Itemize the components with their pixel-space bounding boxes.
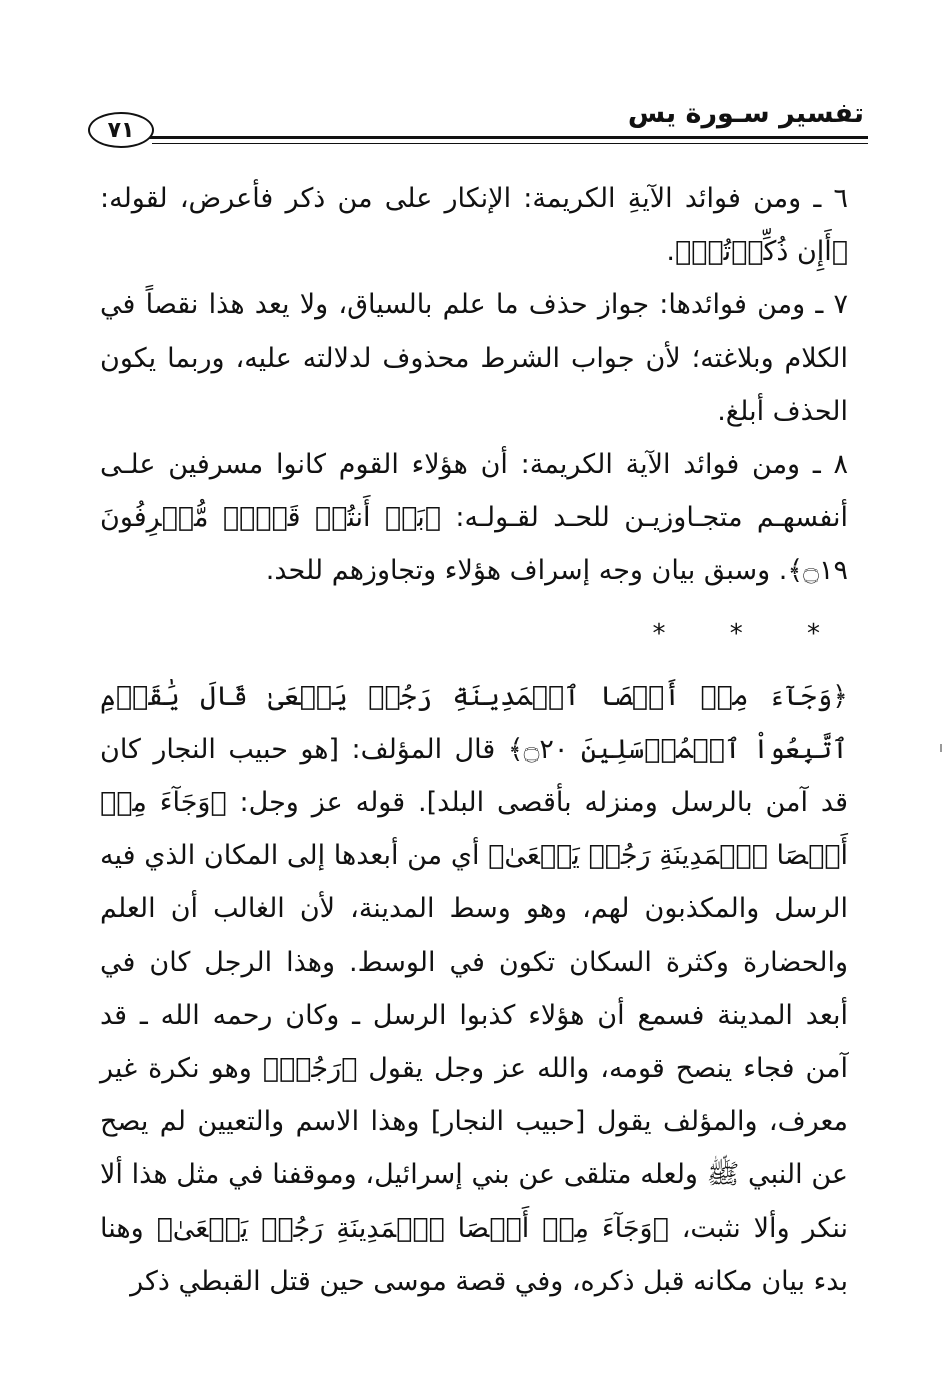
- quran-quote: ﴿وَجَآءَ مِنۡ أَقۡصَا ٱلۡمَدِينَةِ رَجُلٞ يَسۡعَىٰ﴾: [100, 787, 848, 872]
- paragraph-text: قال المؤلف: [هو حبيب النجار كان قد آمن بالرسل ومنزله بأقصى البلد]. قوله عز وجل:: [100, 733, 848, 819]
- paragraph-text: أي من أبعدها إلى المكان الذي فيه الرسل والمكذبون لهم، وهو وسط المدينة، لأن الغالب أن العلم والحضارة وكثرة السكان تكون في الوسط. وهذا الرجل كان في أبعد المدينة فسمع أن هؤلاء كذبوا الرسل ـ وكان رحمه الله ـ قد آمن فجاء ينصح قومه، والله عز وجل يقول: [100, 840, 848, 1085]
- header-rule-thin: [152, 143, 868, 144]
- paragraph-text: ٨ ـ ومن فوائد الآية الكريمة: أن هؤلاء القوم كانوا مسرفين علـى أنفسهـم متجـاوزيـن للحـد لقـولـه:: [100, 449, 848, 534]
- header-rule-thick: [148, 136, 868, 139]
- paragraph-benefit-8: [100, 438, 848, 598]
- running-title: تفسير سـورة يس: [627, 98, 864, 129]
- paragraph-text: وهو نكرة غير معرف، والمؤلف يقول [حبيب النجار] وهذا الاسم والتعيين لم يصح عن النبي ﷺ ولعله متلقى عن بني إسرائيل، وموقفنا في مثل هذا ألا ننكر وألا نثبت،: [100, 1053, 848, 1244]
- paragraph-benefit-6: [100, 172, 848, 278]
- quran-quote: ﴿رَجُلٞ﴾: [262, 1053, 358, 1085]
- quran-verse: ﴿وَجَآءَ مِنۡ أَقۡصَا ٱلۡمَدِينَةِ رَجُلٞ يَسۡعَىٰ قَالَ يَٰقَوۡمِ ٱتَّبِعُواْ ٱلۡمُرۡسَلِينَ ۝٢٠﴾: [100, 680, 848, 765]
- quran-quote: ﴿وَجَآءَ مِنۡ أَقۡصَا ٱلۡمَدِينَةِ رَجُلٞ يَسۡعَىٰ﴾: [156, 1212, 669, 1244]
- page-header: [88, 98, 868, 158]
- paragraph-text: ٧ ـ ومن فوائدها: جواز حذف ما علم بالسياق، ولا يعد هذا نقصاً في الكلام وبلاغته؛ لأن جواب الشرط محذوف لدلالته عليه، وربما يكون الحذف أبلغ.: [100, 289, 848, 427]
- quran-quote: ﴿بَلۡ أَنتُمۡ قَوۡمٞ مُّسۡرِفُونَ ۝١٩﴾: [100, 502, 848, 587]
- paragraph-benefit-7: [100, 278, 848, 438]
- paragraph-commentary: [100, 670, 848, 1308]
- scan-mark: [940, 744, 942, 752]
- section-separator: * * *: [652, 618, 848, 649]
- quran-quote: ﴿أَإِن ذُكِّرۡتُمۚ﴾: [674, 236, 848, 268]
- body-text: [100, 172, 848, 1308]
- paragraph-text: ٦ ـ ومن فوائد الآيةِ الكريمة: الإنكار على من ذكر فأعرض، لقوله:: [100, 183, 848, 214]
- paragraph-text: وهنا بدء بيان مكانه قبل ذكره، وفي قصة موسى حين قتل القبطي ذكر: [100, 1212, 848, 1297]
- paragraph-text: .: [666, 236, 675, 268]
- paragraph-text: . وسبق بيان وجه إسراف هؤلاء وتجاوزهم للحد.: [265, 555, 788, 587]
- page-number: ٧١: [88, 112, 154, 148]
